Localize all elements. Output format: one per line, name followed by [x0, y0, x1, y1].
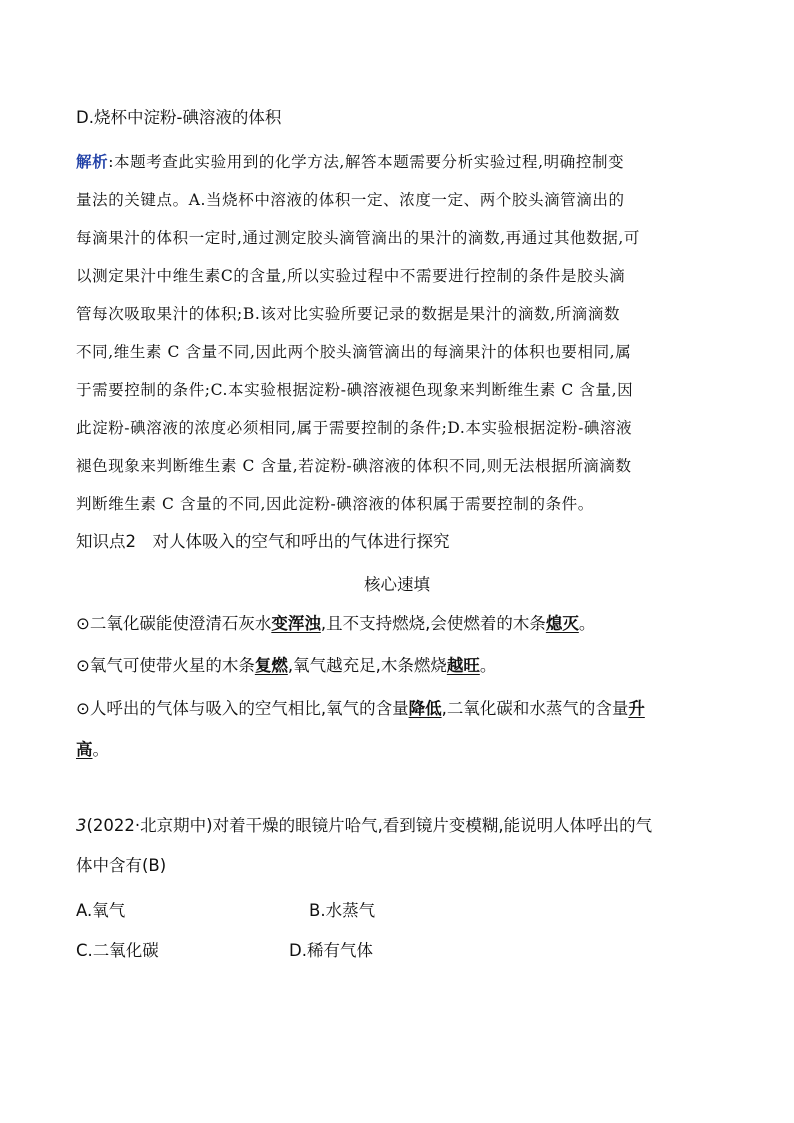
analysis-line-10: 判断维生素 C 含量的不同,因此淀粉-碘溶液的体积属于需要控制的条件。 — [76, 495, 594, 513]
knowledge-point-heading: 知识点2 对人体吸入的空气和呼出的气体进行探究 — [76, 532, 450, 551]
question-line-1: 3(2022·北京期中)对着干燥的眼镜片哈气,看到镜片变模糊,能说明人体呼出的气 — [76, 816, 653, 835]
option-a: A.氧气 — [76, 901, 126, 920]
bullet-breath-line-1: ⊙人呼出的气体与吸入的空气相比,氧气的含量降低,二氧化碳和水蒸气的含量升 — [76, 699, 645, 718]
analysis-line-9: 褪色现象来判断维生素 C 含量,若淀粉-碘溶液的体积不同,则无法根据所滴滴数 — [76, 457, 632, 475]
analysis-line-2: 量法的关键点。A.当烧杯中溶液的体积一定、浓度一定、两个胶头滴管滴出的 — [76, 191, 625, 209]
core-fill-title: 核心速填 — [364, 575, 430, 594]
answer-blank: 复燃 — [254, 656, 288, 675]
analysis-line-1: 解析:本题考查此实验用到的化学方法,解答本题需要分析实验过程,明确控制变 — [76, 152, 625, 171]
analysis-line-7: 于需要控制的条件;C.本实验根据淀粉-碘溶液褪色现象来判断维生素 C 含量,因 — [76, 381, 634, 399]
answer-blank: 变浑浊 — [271, 614, 321, 633]
bullet-co2: ⊙二氧化碳能使澄清石灰水变浑浊,且不支持燃烧,会使燃着的木条熄灭。 — [76, 614, 596, 633]
answer-blank: 高 — [76, 740, 93, 759]
analysis-line-5: 管每次吸取果汁的体积;B.该对比实验所要记录的数据是果汁的滴数,所滴滴数 — [76, 305, 621, 323]
bullet-mark: ⊙ — [76, 656, 90, 675]
question-line-2: 体中含有(B) — [76, 856, 167, 875]
answer-blank: 升 — [628, 699, 645, 718]
option-c: C.二氧化碳 — [76, 941, 159, 960]
answer-blank: 降低 — [408, 699, 442, 718]
analysis-line-8: 此淀粉-碘溶液的浓度必须相同,属于需要控制的条件;D.本实验根据淀粉-碘溶液 — [76, 419, 633, 437]
bullet-o2: ⊙氧气可使带火星的木条复燃,氧气越充足,木条燃烧越旺。 — [76, 656, 497, 675]
analysis-line-3: 每滴果汁的体积一定时,通过测定胶头滴管滴出的果汁的滴数,再通过其他数据,可 — [76, 229, 640, 247]
option-d: D.稀有气体 — [289, 941, 373, 960]
analysis-line-6: 不同,维生素 C 含量不同,因此两个胶头滴管滴出的每滴果汁的体积也要相同,属 — [76, 343, 632, 361]
answer-blank: 越旺 — [446, 656, 480, 675]
option-d-previous: D.烧杯中淀粉-碘溶液的体积 — [76, 108, 282, 127]
bullet-breath-line-2: 高。 — [76, 740, 109, 759]
bullet-mark: ⊙ — [76, 699, 90, 718]
analysis-line-4: 以测定果汁中维生素C的含量,所以实验过程中不需要进行控制的条件是胶头滴 — [76, 267, 626, 285]
question-number: 3 — [76, 816, 87, 835]
answer-blank: 熄灭 — [545, 614, 579, 633]
option-b: B.水蒸气 — [309, 901, 376, 920]
analysis-label: 解析 — [76, 152, 109, 171]
bullet-mark: ⊙ — [76, 614, 90, 633]
